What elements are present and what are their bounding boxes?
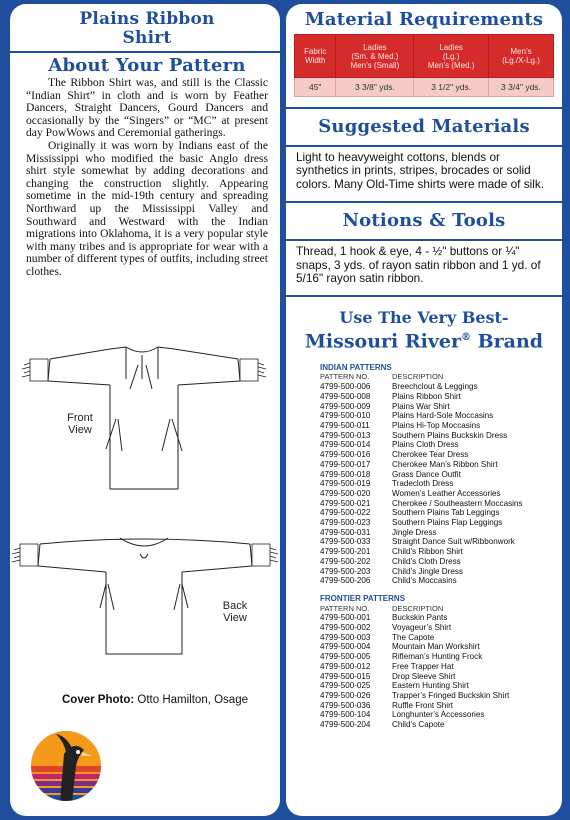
col-pattern-no: PATTERN NO. bbox=[320, 603, 370, 613]
pattern-row bbox=[320, 489, 554, 499]
suggested-text: Light to heavyweight cottons, blends or synthetics in prints, stripes, brocades or solid colors. Many Old-Time shirts were made of silk. bbox=[296, 150, 545, 191]
pattern-row bbox=[320, 392, 554, 402]
col-description: DESCRIPTION bbox=[392, 372, 444, 382]
pattern-description: Child’s Ribbon Shirt bbox=[392, 547, 463, 557]
pattern-number: 4799-500-203 bbox=[320, 566, 371, 576]
pattern-description: Cherokee Tear Dress bbox=[392, 450, 469, 460]
header-ladies-lg: Ladies (Lg.) Men’s (Med.) bbox=[414, 35, 489, 78]
pattern-description: Rifleman’s Hunting Frock bbox=[392, 652, 483, 662]
pattern-description: Plains Hard-Sole Moccasins bbox=[392, 411, 494, 421]
pattern-row bbox=[320, 528, 554, 538]
pattern-row bbox=[320, 470, 554, 480]
about-text bbox=[26, 77, 268, 279]
header-fabric-width: Fabric Width bbox=[295, 35, 336, 78]
pattern-number: 4799-500-031 bbox=[320, 527, 371, 537]
divider bbox=[286, 107, 562, 109]
frontier-patterns-heading: FRONTIER PATTERNS bbox=[320, 593, 406, 603]
pattern-description: Women’s Leather Accessories bbox=[392, 488, 501, 498]
pattern-row bbox=[320, 460, 554, 470]
pattern-number: 4799-500-001 bbox=[320, 613, 371, 623]
pattern-number: 4799-500-012 bbox=[320, 661, 371, 671]
material-title: Material Requirements bbox=[304, 9, 544, 30]
indian-patterns-heading: INDIAN PATTERNS bbox=[320, 362, 392, 372]
pattern-number: 4799-500-004 bbox=[320, 642, 371, 652]
pattern-row bbox=[320, 431, 554, 441]
suggested-title: Suggested Materials bbox=[318, 116, 530, 137]
pattern-number: 4799-500-005 bbox=[320, 652, 371, 662]
pattern-number: 4799-500-003 bbox=[320, 632, 371, 642]
pattern-number: 4799-500-021 bbox=[320, 498, 371, 508]
pattern-number: 4799-500-016 bbox=[320, 450, 371, 460]
material-table-row bbox=[295, 78, 554, 97]
pattern-row bbox=[320, 662, 554, 672]
front-view-label bbox=[50, 412, 110, 436]
pattern-description: Southern Plains Tab Leggings bbox=[392, 508, 500, 518]
cell-mens-lg-xlg: 3 3/4" yds. bbox=[488, 78, 553, 97]
cover-photo-label: Cover Photo: bbox=[62, 694, 135, 706]
pattern-description: Free Trapper Hat bbox=[392, 661, 454, 671]
brand-heading bbox=[294, 309, 554, 352]
pattern-number: 4799-500-006 bbox=[320, 382, 371, 392]
pattern-number: 4799-500-013 bbox=[320, 430, 371, 440]
pattern-number: 4799-500-008 bbox=[320, 391, 371, 401]
pattern-description: Plains Ribbon Shirt bbox=[392, 391, 461, 401]
pattern-row bbox=[320, 450, 554, 460]
pattern-row bbox=[320, 537, 554, 547]
brand-line-1: Use The Very Best- bbox=[339, 308, 509, 328]
divider bbox=[10, 51, 280, 53]
pattern-description: Child’s Capote bbox=[392, 720, 445, 730]
pattern-description: Longhunter’s Accessories bbox=[392, 710, 485, 720]
col-pattern-no: PATTERN NO. bbox=[320, 372, 370, 382]
pattern-description: Straight Dance Suit w/Ribbonwork bbox=[392, 537, 515, 547]
pattern-description: Cherokee / Southeastern Moccasins bbox=[392, 498, 523, 508]
pattern-number: 4799-500-202 bbox=[320, 556, 371, 566]
pattern-number: 4799-500-104 bbox=[320, 710, 371, 720]
pattern-number: 4799-500-201 bbox=[320, 547, 371, 557]
pattern-number: 4799-500-010 bbox=[320, 411, 371, 421]
back-view-drawing bbox=[10, 524, 280, 674]
pattern-number: 4799-500-017 bbox=[320, 459, 371, 469]
pattern-description: Trapper’s Fringed Buckskin Shirt bbox=[392, 690, 510, 700]
divider bbox=[286, 145, 562, 147]
material-table-header bbox=[295, 35, 554, 78]
frontier-patterns-col-headers bbox=[320, 604, 554, 614]
pattern-number: 4799-500-019 bbox=[320, 479, 371, 489]
pattern-row bbox=[320, 518, 554, 528]
notions-text: Thread, 1 hook & eye, 4 - ½" buttons or ¼" snaps, 3 yds. of rayon satin ribbon and 1 yd. of 5/16" rayon satin ribbon. bbox=[296, 244, 541, 286]
pattern-description: Child’s Moccasins bbox=[392, 576, 457, 586]
pattern-number: 4799-500-204 bbox=[320, 720, 371, 730]
pattern-number: 4799-500-011 bbox=[320, 420, 370, 430]
pattern-number: 4799-500-206 bbox=[320, 576, 371, 586]
pattern-row bbox=[320, 421, 554, 431]
pattern-description: Child’s Cloth Dress bbox=[392, 556, 461, 566]
pattern-row bbox=[320, 701, 554, 711]
pattern-description: Mountain Man Workshirt bbox=[392, 642, 480, 652]
divider bbox=[286, 239, 562, 241]
pattern-row bbox=[320, 402, 554, 412]
pattern-row bbox=[320, 691, 554, 701]
pattern-row bbox=[320, 411, 554, 421]
pattern-number: 4799-500-036 bbox=[320, 700, 371, 710]
pattern-number: 4799-500-002 bbox=[320, 623, 371, 633]
frontier-patterns-list bbox=[294, 594, 554, 730]
pattern-description: The Capote bbox=[392, 632, 435, 642]
pattern-description: Cherokee Man’s Ribbon Shirt bbox=[392, 459, 498, 469]
pattern-description: Child’s Jingle Dress bbox=[392, 566, 463, 576]
pattern-description: Ruffle Front Shirt bbox=[392, 700, 454, 710]
divider bbox=[286, 201, 562, 203]
right-panel bbox=[286, 4, 562, 816]
pattern-description: Voyageur’s Shirt bbox=[392, 623, 452, 633]
cover-photo-credit bbox=[62, 694, 248, 706]
divider bbox=[286, 295, 562, 297]
about-paragraph-2: Originally it was worn by Indians east of the Mississippi who modified the basic Anglo dress shirt style somewhat by adding decorations and changing the construction slightly. Appearing sometime in the mid-19th century and spreading Northward up the Mississippi Valley and Southward and Westward with the Indian migrations into Oklahoma, it is a very popular style with many tribes and is appropriate for wear with a number of different types of outfits, including street clothes. bbox=[26, 138, 268, 278]
about-title: About Your Pattern bbox=[48, 55, 246, 76]
pattern-description: Plains Hi-Top Moccasins bbox=[392, 420, 481, 430]
brand-line-2 bbox=[294, 327, 554, 352]
pattern-row bbox=[320, 681, 554, 691]
back-view-label bbox=[210, 600, 260, 624]
pattern-title: Plains Ribbon Shirt bbox=[79, 9, 215, 48]
pattern-description: Buckskin Pants bbox=[392, 613, 448, 623]
cell-ladies-lg: 3 1/2" yds. bbox=[414, 78, 489, 97]
about-paragraph-1: The Ribbon Shirt was, and still is the Classic “Indian Shirt” in cloth and is worn by Feather Dancers, Straight Dancers, Gourd Dancers and occasionally by the “Singers” or “MC” at present day PowWows and Ceremonial gatherings. bbox=[26, 76, 268, 140]
pattern-description: Plains War Shirt bbox=[392, 401, 450, 411]
pattern-row bbox=[320, 720, 554, 730]
brand-logo bbox=[26, 726, 106, 806]
pattern-description: Breechclout & Leggings bbox=[392, 382, 478, 392]
brand-suffix: Brand bbox=[471, 330, 544, 353]
back-view-text: Back View bbox=[222, 600, 248, 624]
indian-patterns-rows bbox=[320, 382, 554, 586]
pattern-number: 4799-500-014 bbox=[320, 440, 371, 450]
indian-patterns-col-headers bbox=[320, 372, 554, 382]
notions-title: Notions & Tools bbox=[342, 210, 506, 232]
pattern-row bbox=[320, 672, 554, 682]
pattern-number: 4799-500-033 bbox=[320, 537, 371, 547]
pattern-row bbox=[320, 382, 554, 392]
pattern-row bbox=[320, 576, 554, 586]
pattern-row bbox=[320, 499, 554, 509]
header-mens-lg-xlg: Men’s (Lg./X-Lg.) bbox=[488, 35, 553, 78]
pattern-description: Grass Dance Outfit bbox=[392, 469, 461, 479]
pattern-row bbox=[320, 557, 554, 567]
pattern-description: Jingle Dress bbox=[392, 527, 437, 537]
pattern-row bbox=[320, 652, 554, 662]
pattern-row bbox=[320, 642, 554, 652]
cover-photo-value: Otto Hamilton, Osage bbox=[137, 694, 248, 706]
pattern-row bbox=[320, 547, 554, 557]
header-ladies-sm-med: Ladies (Sm. & Med.) Men’s (Small) bbox=[336, 35, 414, 78]
pattern-description: Southern Plains Buckskin Dress bbox=[392, 430, 508, 440]
pattern-number: 4799-500-009 bbox=[320, 401, 371, 411]
pattern-row bbox=[320, 479, 554, 489]
pattern-number: 4799-500-026 bbox=[320, 690, 371, 700]
pattern-number: 4799-500-022 bbox=[320, 508, 371, 518]
pattern-row bbox=[320, 613, 554, 623]
pattern-description: Eastern Hunting Shirt bbox=[392, 681, 469, 691]
pattern-number: 4799-500-020 bbox=[320, 488, 371, 498]
pattern-description: Drop Sleeve Shirt bbox=[392, 671, 456, 681]
cell-fabric-width: 45" bbox=[295, 78, 336, 97]
pattern-row bbox=[320, 710, 554, 720]
registered-mark: ® bbox=[461, 332, 471, 344]
front-view-text: Front View bbox=[67, 412, 93, 436]
pattern-description: Tradecloth Dress bbox=[392, 479, 454, 489]
pattern-number: 4799-500-025 bbox=[320, 681, 371, 691]
pattern-row bbox=[320, 633, 554, 643]
brand-name: Missouri River bbox=[304, 330, 461, 353]
col-description: DESCRIPTION bbox=[392, 603, 444, 613]
pattern-description: Plains Cloth Dress bbox=[392, 440, 459, 450]
pattern-row bbox=[320, 440, 554, 450]
pattern-number: 4799-500-015 bbox=[320, 671, 371, 681]
pattern-number: 4799-500-023 bbox=[320, 518, 371, 528]
pattern-row bbox=[320, 623, 554, 633]
pattern-row bbox=[320, 567, 554, 577]
indian-patterns-list bbox=[294, 363, 554, 586]
pattern-row bbox=[320, 508, 554, 518]
cell-ladies-sm-med: 3 3/8" yds. bbox=[336, 78, 414, 97]
pattern-number: 4799-500-018 bbox=[320, 469, 371, 479]
pattern-description: Southern Plains Flap Leggings bbox=[392, 518, 503, 528]
material-table bbox=[294, 34, 554, 97]
left-panel bbox=[10, 4, 280, 816]
frontier-patterns-rows bbox=[320, 613, 554, 729]
